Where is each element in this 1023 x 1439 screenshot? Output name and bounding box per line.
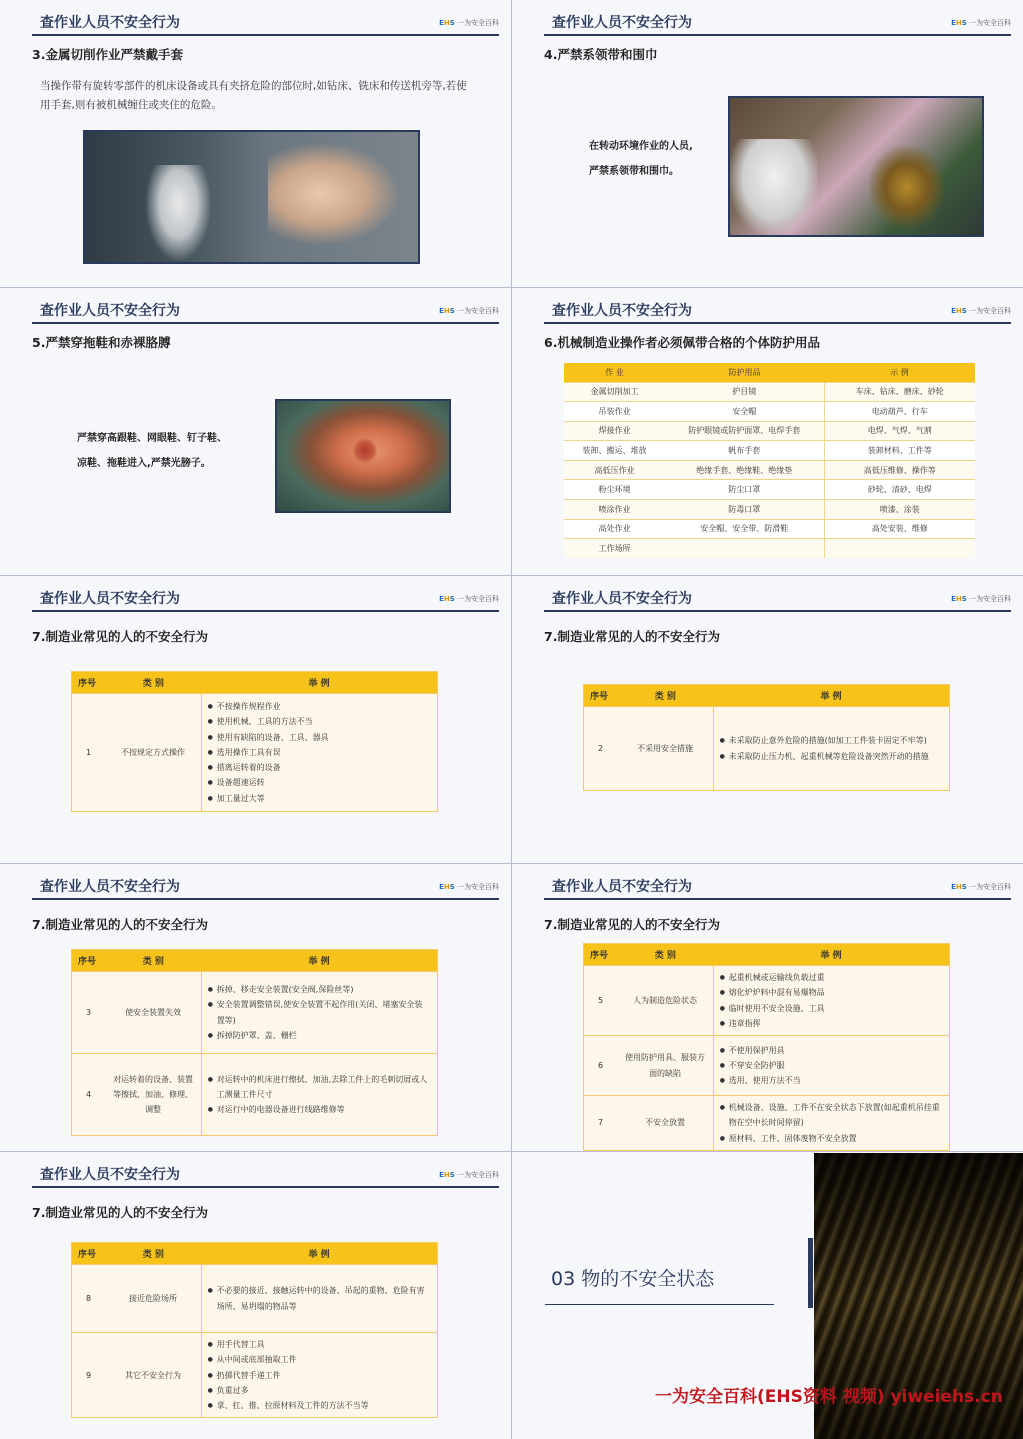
ppe-cell-equipment — [665, 539, 824, 559]
slide-6-ppe — [512, 288, 1023, 575]
unsafe-cell-category: 对运转着的设备、装置等擦拭、加油、修理、调整 — [105, 1054, 201, 1136]
unsafe-cell-examples — [201, 1333, 437, 1418]
slide-header-title: 查作业人员不安全行为 — [40, 879, 180, 895]
slide-subtitle: 3.金属切削作业严禁戴手套 — [32, 47, 183, 62]
ppe-cell-job: 高低压作业 — [564, 460, 665, 480]
unsafe-example-item: ● 选用操作工具有误 — [208, 745, 429, 760]
unsafe-example-item: ● 未采取防止意外危险的措施(如加工工件装卡固定不牢等) — [720, 733, 941, 748]
unsafe-cell-no: 6 — [584, 1036, 618, 1096]
ppe-cell-equipment: 绝缘手套、绝缘鞋、绝缘垫 — [665, 460, 824, 480]
ppe-row — [564, 460, 975, 480]
workers-photo — [728, 96, 984, 237]
unsafe-cell-category: 接近危险场所 — [105, 1265, 201, 1333]
ehs-logo: EHS 一为安全百科 — [951, 19, 1011, 27]
unsafe-example-item: ● 从中间或底部抽取工件 — [208, 1352, 429, 1367]
unsafe-cell-no: 4 — [72, 1054, 106, 1136]
unsafe-example-item: ● 使用机械、工具的方法不当 — [208, 714, 429, 729]
slide-7-unsafe-1 — [0, 576, 511, 863]
unsafe-cell-no: 9 — [72, 1333, 106, 1418]
slide-subtitle: 7.制造业常见的人的不安全行为 — [32, 917, 208, 932]
unsafe-example-item: ● 措离运转着的设备 — [208, 760, 429, 775]
slide-7-unsafe-4 — [512, 864, 1023, 1151]
slide-header-title: 查作业人员不安全行为 — [552, 15, 692, 31]
section-accent-bar — [808, 1238, 813, 1308]
slide-4-tie-scarf — [512, 0, 1023, 287]
unsafe-example-item: ● 不使用保护用具 — [720, 1043, 941, 1058]
section-title: 03 物的不安全状态 — [551, 1268, 715, 1290]
unsafe-cell-no: 1 — [72, 694, 106, 812]
unsafe-row — [584, 707, 950, 791]
ppe-row — [564, 500, 975, 520]
unsafe-example-item: ● 未采取防止压力机、起重机械等危险设备突然开动的措施 — [720, 749, 941, 764]
ppe-cell-example: 喷漆、涂装 — [824, 500, 975, 520]
header-rule — [32, 1186, 499, 1188]
slide-7-unsafe-5 — [0, 1152, 511, 1439]
ehs-logo: EHS 一为安全百科 — [439, 1171, 499, 1179]
slide-header-title: 查作业人员不安全行为 — [40, 591, 180, 607]
unsafe-example-item: ● 安全装置调整错误,使安全装置不起作用(关闭、堵塞安全装置等) — [208, 997, 429, 1028]
header-rule — [544, 898, 1011, 900]
unsafe-cell-examples — [713, 966, 949, 1036]
unsafe-cell-category: 人为制造危险状态 — [617, 966, 713, 1036]
ppe-header-example: 示 例 — [824, 363, 975, 382]
unsafe-example-item: ● 不穿安全防护服 — [720, 1058, 941, 1073]
ppe-cell-equipment: 护目镜 — [665, 382, 824, 402]
unsafe-example-item: ● 拆掉、移走安全装置(安全阀,保险丝等) — [208, 982, 429, 997]
ppe-cell-example: 装卸材料、工件等 — [824, 441, 975, 461]
foot-injury-photo — [275, 399, 451, 513]
grid-divider-vertical — [511, 0, 512, 1439]
ppe-cell-job: 吊装作业 — [564, 402, 665, 422]
unsafe-row — [72, 1265, 438, 1333]
unsafe-cell-no: 5 — [584, 966, 618, 1036]
ppe-header-job: 作 业 — [564, 363, 665, 382]
unsafe-header-category: 类 别 — [105, 672, 201, 694]
slide-header-title: 查作业人员不安全行为 — [40, 15, 180, 31]
unsafe-cell-examples — [201, 694, 437, 812]
ppe-row — [564, 480, 975, 500]
unsafe-cell-examples — [713, 1096, 949, 1151]
unsafe-header-category: 类 别 — [617, 685, 713, 707]
unsafe-header-example: 举 例 — [713, 685, 949, 707]
unsafe-cell-examples — [201, 1054, 437, 1136]
unsafe-example-item: ● 负重过多 — [208, 1383, 429, 1398]
unsafe-row — [72, 1333, 438, 1418]
ppe-row — [564, 382, 975, 402]
ppe-cell-example: 高处安装、维修 — [824, 519, 975, 539]
unsafe-cell-examples — [201, 972, 437, 1054]
ppe-header-equipment: 防护用品 — [665, 363, 824, 382]
unsafe-example-item: ● 原材料、工件、固体废物不安全放置 — [720, 1131, 941, 1146]
ehs-logo: EHS 一为安全百科 — [951, 307, 1011, 315]
unsafe-row — [584, 1096, 950, 1151]
ppe-cell-job: 焊接作业 — [564, 421, 665, 441]
unsafe-example-item: ● 不按操作规程作业 — [208, 699, 429, 714]
slide-7-unsafe-3 — [0, 864, 511, 1151]
header-rule — [544, 610, 1011, 612]
unsafe-cell-examples — [201, 1265, 437, 1333]
unsafe-example-item: ● 违章指挥 — [720, 1016, 941, 1031]
unsafe-header-no: 序号 — [72, 1243, 106, 1265]
ppe-row — [564, 402, 975, 422]
unsafe-row — [584, 1036, 950, 1096]
slide-body-line-1: 严禁穿高跟鞋、网眼鞋、钉子鞋、 — [77, 433, 227, 444]
unsafe-cell-category: 使用防护用具、服装方面的缺陷 — [617, 1036, 713, 1096]
unsafe-example-item: ● 选用、使用方法不当 — [720, 1073, 941, 1088]
slide-subtitle: 6.机械制造业操作者必须佩带合格的个体防护用品 — [544, 335, 820, 350]
slide-subtitle: 7.制造业常见的人的不安全行为 — [544, 917, 720, 932]
unsafe-example-item: ● 设备超速运转 — [208, 775, 429, 790]
ehs-logo: EHS 一为安全百科 — [951, 595, 1011, 603]
ehs-logo: EHS 一为安全百科 — [439, 307, 499, 315]
ehs-logo: EHS 一为安全百科 — [439, 883, 499, 891]
unsafe-example-item: ● 加工量过大等 — [208, 791, 429, 806]
ppe-cell-equipment: 防护眼镜或防护面罩、电焊手套 — [665, 421, 824, 441]
ppe-cell-equipment: 安全帽、安全带、防滑鞋 — [665, 519, 824, 539]
slide-header-title: 查作业人员不安全行为 — [40, 1167, 180, 1183]
slide-header-title: 查作业人员不安全行为 — [552, 879, 692, 895]
unsafe-row — [584, 966, 950, 1036]
unsafe-example-item: ● 起重机械或运输线负载过重 — [720, 970, 941, 985]
unsafe-header-no: 序号 — [584, 685, 618, 707]
ppe-cell-job: 粉尘环境 — [564, 480, 665, 500]
ppe-table — [564, 363, 975, 558]
unsafe-cell-examples — [713, 707, 949, 791]
header-rule — [544, 34, 1011, 36]
unsafe-cell-category: 使安全装置失效 — [105, 972, 201, 1054]
slide-header-title: 查作业人员不安全行为 — [552, 303, 692, 319]
unsafe-example-item: ● 熔化炉炉料中混有易爆物品 — [720, 985, 941, 1000]
grid-divider-2 — [0, 575, 1023, 576]
unsafe-example-item: ● 拿、扛、推、拉原材料及工件的方法不当等 — [208, 1398, 429, 1413]
ppe-cell-example: 高低压维修、操作等 — [824, 460, 975, 480]
ppe-cell-job: 金属切削加工 — [564, 382, 665, 402]
site-watermark: 一为安全百科(EHS资料 视频) yiweiehs.cn — [655, 1387, 1003, 1407]
unsafe-cell-category: 不按规定方式操作 — [105, 694, 201, 812]
unsafe-header-no: 序号 — [72, 950, 106, 972]
header-rule — [32, 610, 499, 612]
ppe-cell-equipment: 防毒口罩 — [665, 500, 824, 520]
ehs-logo: EHS 一为安全百科 — [439, 595, 499, 603]
slide-subtitle: 7.制造业常见的人的不安全行为 — [544, 629, 720, 644]
header-rule — [32, 322, 499, 324]
unsafe-table — [71, 671, 438, 812]
unsafe-header-category: 类 别 — [105, 1243, 201, 1265]
ehs-logo: EHS 一为安全百科 — [439, 19, 499, 27]
header-rule — [544, 322, 1011, 324]
unsafe-table — [71, 949, 438, 1136]
unsafe-cell-category: 不安全放置 — [617, 1096, 713, 1151]
slide-subtitle: 7.制造业常见的人的不安全行为 — [32, 629, 208, 644]
unsafe-example-item: ● 用手代替工具 — [208, 1337, 429, 1352]
slide-3-gloves — [0, 0, 511, 287]
ppe-cell-example: 电焊、气焊、气割 — [824, 421, 975, 441]
ehs-logo: EHS 一为安全百科 — [951, 883, 1011, 891]
header-rule — [32, 34, 499, 36]
unsafe-header-example: 举 例 — [201, 672, 437, 694]
unsafe-example-item: ● 扔掷代替手递工件 — [208, 1368, 429, 1383]
unsafe-header-example: 举 例 — [201, 1243, 437, 1265]
unsafe-example-item: ● 使用有缺陷的设备、工具、器具 — [208, 730, 429, 745]
ppe-cell-example — [824, 539, 975, 559]
unsafe-example-item: ● 对运行中的电器设备进行线路维修等 — [208, 1102, 429, 1117]
grid-divider-3 — [0, 863, 1023, 864]
grid-divider-4 — [0, 1151, 1023, 1152]
ppe-cell-job: 高处作业 — [564, 519, 665, 539]
ppe-row — [564, 519, 975, 539]
unsafe-cell-no: 8 — [72, 1265, 106, 1333]
slide-header-title: 查作业人员不安全行为 — [40, 303, 180, 319]
unsafe-header-category: 类 别 — [105, 950, 201, 972]
unsafe-cell-no: 3 — [72, 972, 106, 1054]
slide-subtitle: 7.制造业常见的人的不安全行为 — [32, 1205, 208, 1220]
slide-body-line-2: 凉鞋、拖鞋进入,严禁光膀子。 — [77, 458, 211, 469]
section-title-rule — [545, 1304, 774, 1305]
unsafe-example-item: ● 临时使用不安全设施、工具 — [720, 1001, 941, 1016]
unsafe-header-category: 类 别 — [617, 944, 713, 966]
unsafe-cell-no: 2 — [584, 707, 618, 791]
unsafe-table — [583, 684, 950, 791]
ppe-cell-job: 装卸、搬运、堆放 — [564, 441, 665, 461]
unsafe-example-item: ● 不必要的接近、接触运转中的设备、吊起的重物、危险有害场所、易坍塌的物品等 — [208, 1283, 429, 1314]
unsafe-cell-no: 7 — [584, 1096, 618, 1151]
unsafe-header-example: 举 例 — [713, 944, 949, 966]
unsafe-example-item: ● 拆掉防护罩、盖、栅栏 — [208, 1028, 429, 1043]
unsafe-example-item: ● 机械设备、设施、工件不在安全状态下放置(如起重机吊挂重物在空中长时间停留) — [720, 1100, 941, 1131]
unsafe-header-example: 举 例 — [201, 950, 437, 972]
unsafe-cell-category: 不采用安全措施 — [617, 707, 713, 791]
slide-subtitle: 5.严禁穿拖鞋和赤裸胳膊 — [32, 335, 171, 350]
slide-body-line-2: 严禁系领带和围巾。 — [589, 166, 679, 177]
unsafe-row — [72, 694, 438, 812]
ppe-cell-equipment: 防尘口罩 — [665, 480, 824, 500]
slide-body-text: 当操作带有旋转零部件的机床设备或具有夹挤危险的部位时,如钻床、铣床和传送机旁等,若使用手套,则有被机械缠住或夹住的危险。 — [40, 80, 467, 111]
slide-subtitle: 4.严禁系领带和围巾 — [544, 47, 658, 62]
ppe-cell-job: 工作场所 — [564, 539, 665, 559]
unsafe-table — [71, 1242, 438, 1418]
ppe-row — [564, 441, 975, 461]
slide-header-title: 查作业人员不安全行为 — [552, 591, 692, 607]
unsafe-header-no: 序号 — [72, 672, 106, 694]
unsafe-row — [72, 972, 438, 1054]
slide-7-unsafe-2 — [512, 576, 1023, 863]
ppe-row — [564, 539, 975, 559]
slide-body-line-1: 在转动环境作业的人员, — [589, 141, 693, 152]
ppe-cell-equipment: 安全帽 — [665, 402, 824, 422]
ppe-cell-example: 电动葫芦、行车 — [824, 402, 975, 422]
unsafe-row — [72, 1054, 438, 1136]
grid-divider-1 — [0, 287, 1023, 288]
unsafe-cell-examples — [713, 1036, 949, 1096]
unsafe-cell-category: 其它不安全行为 — [105, 1333, 201, 1418]
ppe-row — [564, 421, 975, 441]
unsafe-header-no: 序号 — [584, 944, 618, 966]
ppe-cell-example: 砂轮、清砂、电焊 — [824, 480, 975, 500]
ppe-cell-equipment: 帆布手套 — [665, 441, 824, 461]
slide-5-slippers — [0, 288, 511, 575]
machine-workshop-photo — [83, 130, 420, 264]
header-rule — [32, 898, 499, 900]
unsafe-example-item: ● 对运转中的机床进行擦拭、加油,去除工件上的毛刺切屑或人工测量工件尺寸 — [208, 1072, 429, 1103]
ppe-cell-example: 车床、钻床、磨床、砂轮 — [824, 382, 975, 402]
ppe-cell-job: 喷涂作业 — [564, 500, 665, 520]
unsafe-table — [583, 943, 950, 1151]
